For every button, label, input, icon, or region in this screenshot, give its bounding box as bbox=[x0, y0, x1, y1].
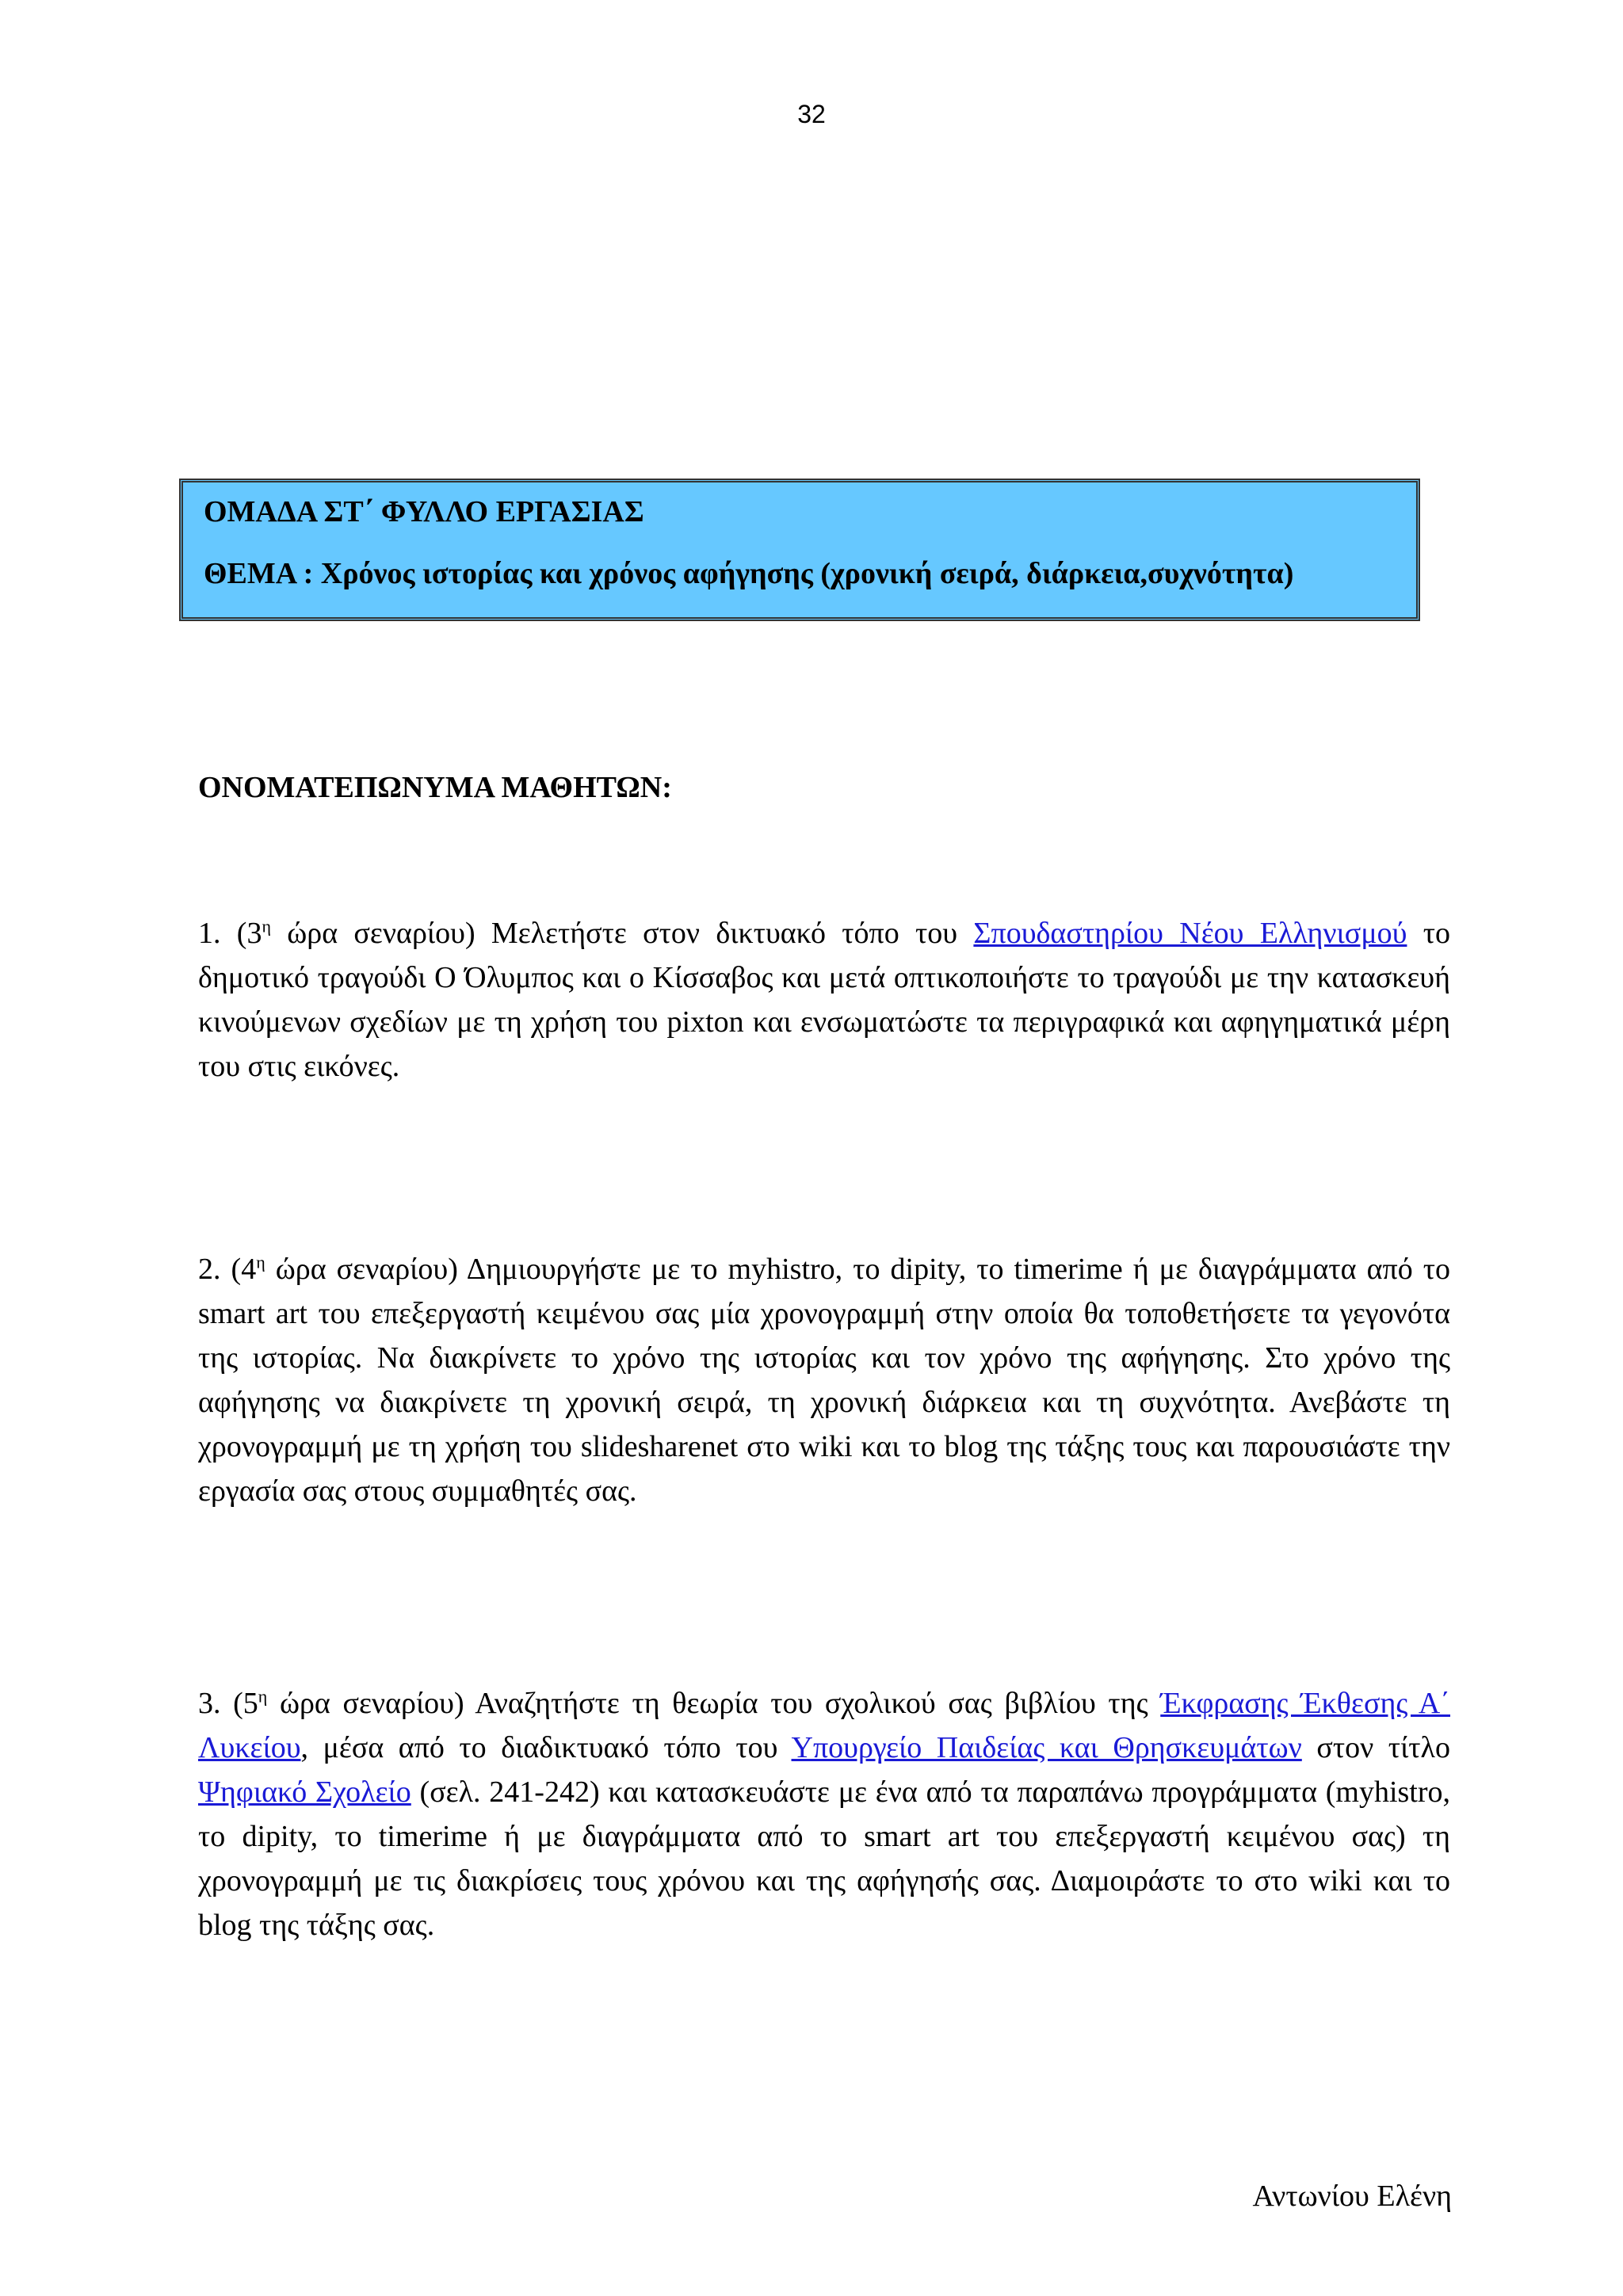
student-names-label: ΟΝΟΜΑΤΕΠΩΝΥΜΑ ΜΑΘΗΤΩΝ: bbox=[198, 771, 672, 804]
task-3 bbox=[198, 1681, 1450, 1947]
task-text: ώρα σεναρίου) Αναζητήστε τη θεωρία του σχολικού σας βιβλίου της bbox=[267, 1687, 1161, 1720]
task-hour-superscript: η bbox=[256, 1252, 265, 1272]
task-hour: (5 bbox=[233, 1687, 258, 1720]
task-2 bbox=[198, 1247, 1450, 1513]
task-hour: (4 bbox=[231, 1253, 257, 1286]
task-1 bbox=[198, 911, 1450, 1089]
task-text: (σελ. 241-242) και κατασκευάστε με ένα από τα παραπάνω προγράμματα (myhistro, το dipity, το timerime ή με διαγράμματα από το smart art του επεξεργαστή κειμένου σας) τη χρονογραμμή με τις διακρίσεις τους χρόνου και της αφήγησής σας. Διαμοιράστε το στο wiki και το blog της τάξης σας. bbox=[198, 1775, 1451, 1942]
link-spoudastirio[interactable]: Σπουδαστηρίου Νέου Ελληνισμού bbox=[973, 917, 1407, 950]
worksheet-topic: ΘΕΜΑ : Χρόνος ιστορίας και χρόνος αφήγησης (χρονική σειρά, διάρκεια,συχνότητα) bbox=[204, 557, 1294, 590]
worksheet-title: ΟΜΑΔΑ ΣΤ΄ ΦΥΛΛΟ ΕΡΓΑΣΙΑΣ bbox=[204, 495, 644, 528]
task-hour: (3 bbox=[236, 917, 262, 950]
task-text: στον τίτλο bbox=[1301, 1731, 1450, 1764]
task-number: 2. bbox=[198, 1253, 221, 1286]
task-text: ώρα σεναρίου) Δημιουργήστε με το myhistro, το dipity, το timerime ή με διαγράμματα από το smart art του επεξεργαστή κειμένου σας μία χρονογραμμή στην οποία θα τοποθετήσετε τα γεγονότα της ιστορίας. Να διακρίνετε το χρόνο της ιστορίας και τον χρόνο της αφήγησης. Στο χρόνο της αφήγησης να διακρίνετε τη χρονική σειρά, τη χρονική διάρκεια και τη συχνότητα. Ανεβάστε τη χρονογραμμή με τη χρήση του slidesharenet στο wiki και το blog της τάξης τους και παρουσιάστε την εργασία σας στους συμμαθητές σας. bbox=[198, 1253, 1451, 1508]
task-hour-superscript: η bbox=[262, 916, 271, 936]
task-text: το δημοτικό τραγούδι Ο Όλυμπος και ο Κίσσαβος και μετά οπτικοποιήστε το τραγούδι με την κατασκευή κινούμενων σχεδίων με τη χρήση του pixton και ενσωματώστε τα περιγραφικά και αφηγηματικά μέρη του στις εικόνες. bbox=[198, 917, 1450, 1083]
task-text: ώρα σεναρίου) Μελετήστε στον δικτυακό τόπο του bbox=[270, 917, 974, 950]
page-number: 32 bbox=[797, 100, 826, 128]
link-psifiako-sxoleio[interactable]: Ψηφιακό Σχολείο bbox=[198, 1775, 411, 1809]
task-text: , μέσα από το διαδικτυακό τόπο του bbox=[300, 1731, 792, 1764]
worksheet-header-box bbox=[179, 479, 1420, 621]
link-ekfrasi-ekthesi[interactable]: Έκφρασης Έκθεσης Α΄ Λυκείου bbox=[198, 1687, 1451, 1764]
task-number: 1. bbox=[198, 917, 221, 950]
author-name: Αντωνίου Ελένη bbox=[1252, 2180, 1452, 2213]
link-ypourgeio-paideias[interactable]: Υπουργείο Παιδείας και Θρησκευμάτων bbox=[791, 1731, 1302, 1764]
task-number: 3. bbox=[198, 1687, 221, 1720]
task-hour-superscript: η bbox=[258, 1686, 268, 1707]
